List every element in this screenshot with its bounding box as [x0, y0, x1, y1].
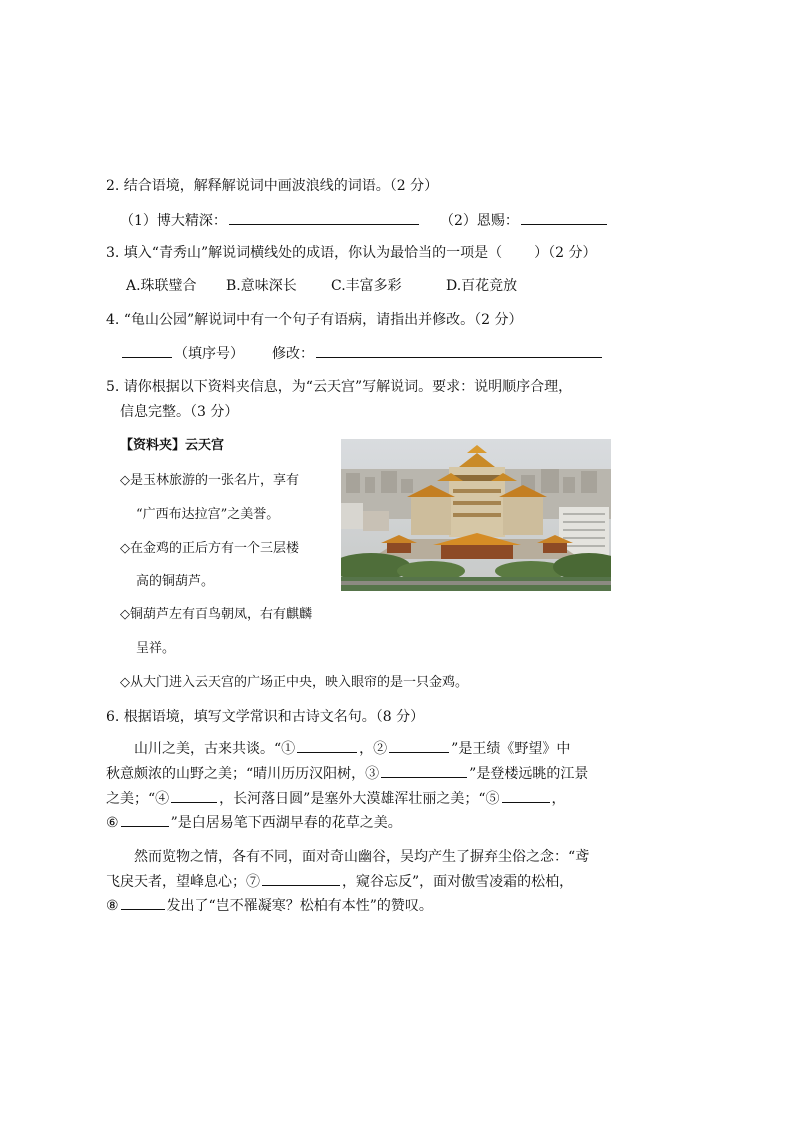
q6-p2-line3	[106, 895, 433, 916]
q4-revise-blank[interactable]	[316, 343, 602, 358]
q3-option-a[interactable]: A.珠联璧合	[126, 278, 197, 294]
folder-bullet-1a: ◇是玉林旅游的一张名片，享有	[120, 473, 299, 488]
yuntian-palace-photo	[341, 439, 611, 591]
q3-option-b[interactable]: B.意味深长	[226, 278, 297, 294]
q5-stem-line2: 信息完整。（3 分）	[120, 404, 239, 420]
q6-text: 发出了“岂不罹凝寒？松柏有本性”的赞叹。	[166, 898, 433, 914]
q2-item2-label: （2）恩赐：	[440, 213, 519, 229]
blank-5[interactable]	[502, 788, 550, 803]
q6-text: ，	[551, 791, 566, 807]
blank-3[interactable]	[381, 763, 467, 778]
q6-text: ⑧	[106, 898, 119, 914]
q6-text: ⑥	[106, 815, 119, 831]
q6-text: ，②	[359, 741, 388, 757]
q6-text: 山川之美，古来共谈。“①	[134, 741, 296, 757]
q6-text: 之美；“④	[106, 791, 170, 807]
q3-option-c[interactable]: C.丰富多彩	[331, 278, 402, 294]
q4-number-blank[interactable]	[122, 343, 172, 358]
q3-option-d[interactable]: D.百花竞放	[446, 278, 518, 294]
q6-text: 飞戾天者，望峰息心；⑦	[106, 874, 260, 890]
q2-item2-blank[interactable]	[521, 210, 607, 225]
blank-8[interactable]	[121, 895, 165, 910]
folder-bullet-3b: 呈祥。	[136, 641, 176, 656]
q6-text: ”是白居易笔下西湖早春的花草之美。	[170, 815, 402, 831]
q6-text: ，窥谷忘反”，面对傲雪凌霜的松柏，	[342, 874, 574, 890]
q2-item1-blank[interactable]	[229, 210, 419, 225]
q3-stem-before: 3. 填入“青秀山”解说词横线处的成语，你认为最恰当的一项是（	[106, 245, 503, 261]
q4-stem: 4. “龟山公园”解说词中有一个句子有语病，请指出并修改。（2 分）	[106, 312, 523, 328]
q5-stem-line1: 5. 请你根据以下资料夹信息，为“云天宫”写解说词。要求：说明顺序合理，	[106, 379, 573, 395]
folder-bullet-3a: ◇铜葫芦左有百鸟朝凤，右有麒麟	[120, 607, 312, 622]
q4-fill-label: （填序号）	[174, 346, 244, 362]
q4-revise-label: 修改：	[272, 346, 314, 362]
folder-title: 【资料夹】云天宫	[120, 438, 225, 453]
q6-p1-line3	[106, 788, 566, 809]
q6-p1-line2	[106, 763, 588, 784]
q6-p1-line4	[106, 812, 402, 833]
q6-p1-line1	[134, 738, 570, 759]
q2-item2	[440, 210, 609, 231]
blank-6[interactable]	[121, 812, 169, 827]
q4-answer-line	[120, 343, 604, 364]
q2-item1	[120, 210, 421, 231]
blank-1[interactable]	[297, 738, 357, 753]
folder-bullet-2b: 高的铜葫芦。	[136, 574, 215, 589]
q3-stem-after: ）（2 分）	[534, 245, 597, 261]
q3-stem	[106, 243, 596, 263]
q6-text: ，长河落日圆”是塞外大漠雄浑壮丽之美；“⑤	[219, 791, 500, 807]
q6-stem: 6. 根据语境，填写文学常识和古诗文名句。（8 分）	[106, 709, 425, 725]
folder-bullet-1b: “广西布达拉宫”之美誉。	[136, 507, 280, 522]
folder-bullet-2a: ◇在金鸡的正后方有一个三层楼	[120, 541, 299, 556]
q6-text: ”是王绩《野望》中	[451, 741, 571, 757]
q6-p2-line2	[106, 871, 573, 892]
q6-text: 秋意颇浓的山野之美；“晴川历历汉阳树，③	[106, 766, 380, 782]
folder-bullet-4: ◇从大门进入云天宫的广场正中央，映入眼帘的是一只金鸡。	[120, 675, 468, 690]
blank-4[interactable]	[171, 788, 217, 803]
q2-item1-label: （1）博大精深：	[120, 213, 227, 229]
blank-2[interactable]	[389, 738, 449, 753]
q6-text: ”是登楼远眺的江景	[469, 766, 589, 782]
q6-p2-line1: 然而览物之情，各有不同，面对奇山幽谷，吴均产生了摒弃尘俗之念：“鸢	[134, 849, 590, 865]
blank-7[interactable]	[262, 871, 340, 886]
q2-stem: 2. 结合语境，解释解说词中画波浪线的词语。（2 分）	[106, 178, 439, 194]
